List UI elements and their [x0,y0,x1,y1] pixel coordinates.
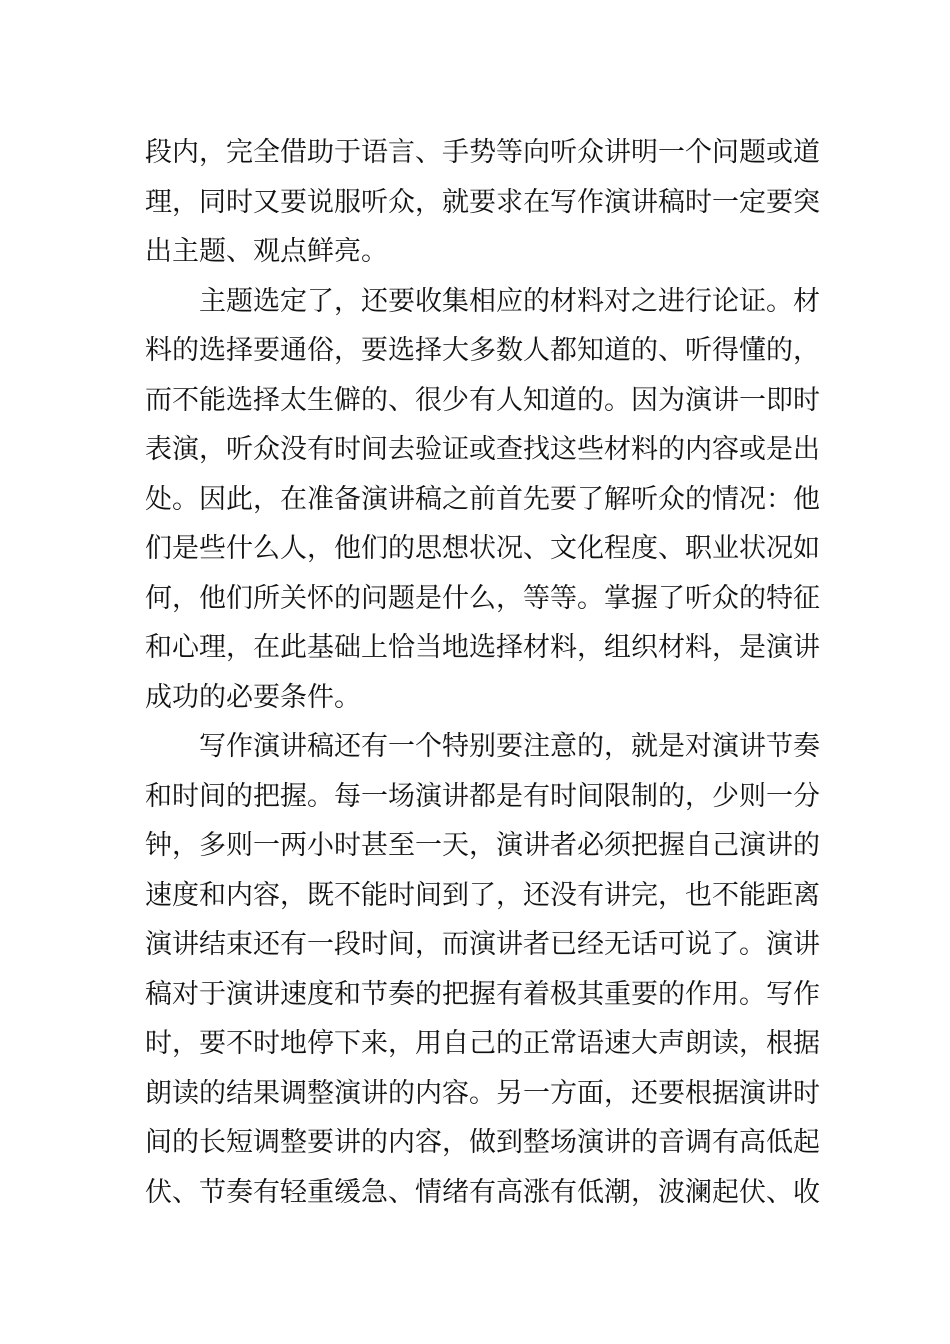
text-line: 间的长短调整要讲的内容，做到整场演讲的音调有高低起 [145,1127,820,1158]
text-line: 们是些什么人，他们的思想状况、文化程度、职业状况如 [145,533,820,564]
text-line: 出主题、观点鲜亮。 [145,236,388,267]
text-line: 理，同时又要说服听众，就要求在写作演讲稿时一定要突 [145,186,820,218]
text-line: 主题选定了，还要收集相应的材料对之进行论证。材 [199,285,820,317]
text-line: 钟，多则一两小时甚至一天，演讲者必须把握自己演讲的 [145,830,820,861]
text-line: 而不能选择太生僻的、很少有人知道的。因为演讲一即时 [145,384,820,416]
text-line: 和时间的把握。每一场演讲都是有时间限制的，少则一分 [145,780,820,812]
text-line: 速度和内容，既不能时间到了，还没有讲完，也不能距离 [145,879,820,911]
text-line: 时，要不时地停下来，用自己的正常语速大声朗读，根据 [145,1028,820,1059]
text-line: 写作演讲稿还有一个特别要注意的，就是对演讲节奏 [199,731,820,762]
text-line: 处。因此，在准备演讲稿之前首先要了解听众的情况：他 [145,483,820,515]
text-line: 段内，完全借助于语言、手势等向听众讲明一个问题或道 [145,137,820,168]
text-line: 表演，听众没有时间去验证或查找这些材料的内容或是出 [145,434,820,465]
body-text [145,128,820,1217]
text-line: 演讲结束还有一段时间，而演讲者已经无话可说了。演讲 [145,929,820,960]
text-line: 稿对于演讲速度和节奏的把握有着极其重要的作用。写作 [145,978,820,1010]
text-line: 朗读的结果调整演讲的内容。另一方面，还要根据演讲时 [145,1077,820,1109]
text-line: 和心理，在此基础上恰当地选择材料，组织材料，是演讲 [145,632,820,663]
text-line: 伏、节奏有轻重缓急、情绪有高涨有低潮，波澜起伏、收 [145,1176,820,1208]
text-line: 料的选择要通俗，要选择大多数人都知道的、听得懂的， [145,335,820,366]
text-line: 成功的必要条件。 [145,681,361,713]
text-line: 何，他们所关怀的问题是什么，等等。掌握了听众的特征 [145,582,820,614]
